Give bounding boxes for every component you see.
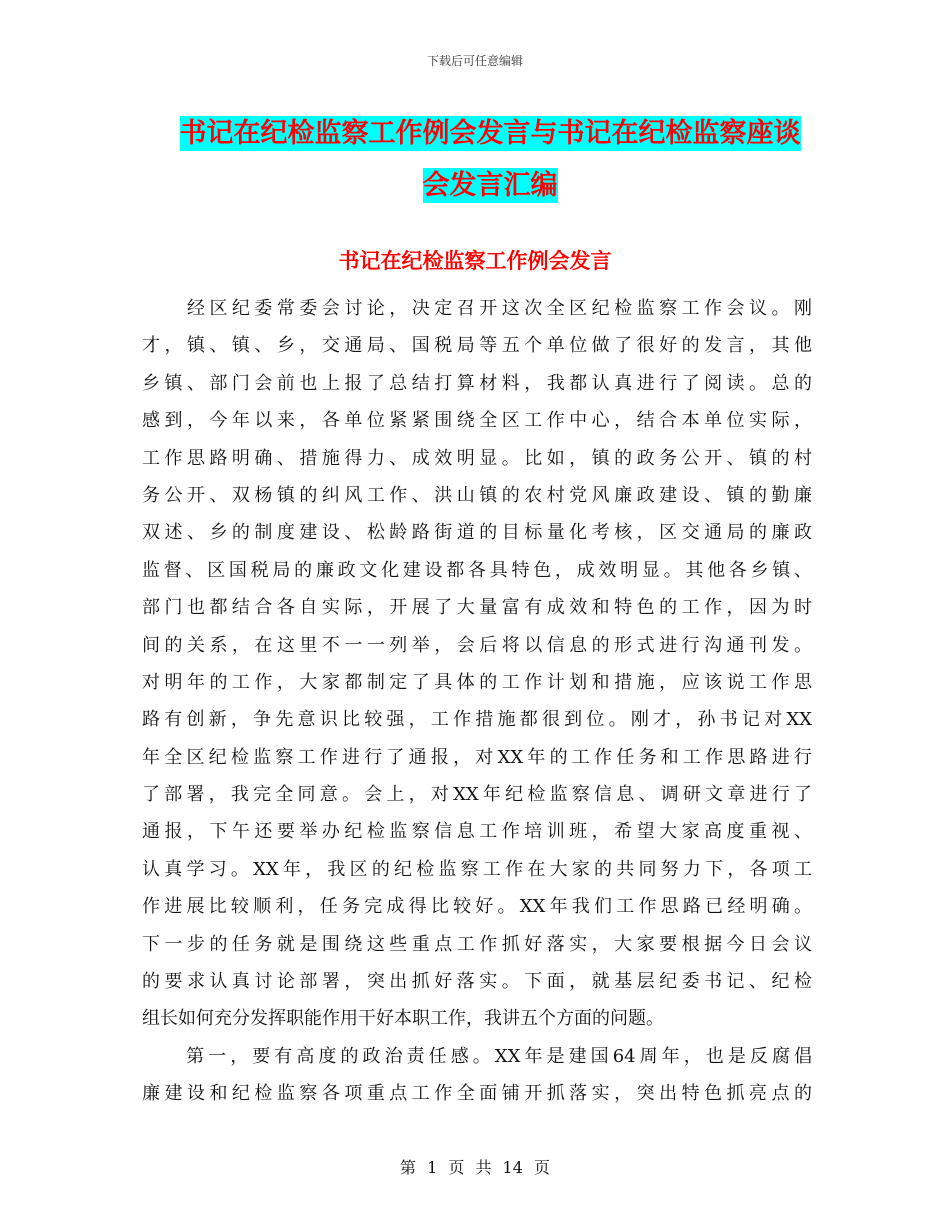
header-note: 下载后可任意编辑 <box>426 54 523 68</box>
body-line: 组长如何充分发挥职能作用干好本职工作，我讲五个方面的问题。 <box>142 1008 664 1030</box>
body-line: 感到，今年以来，各单位紧紧围绕全区工作中心，结合本单位实际， <box>142 410 812 432</box>
title-line-1: 书记在纪检监察工作例会发言与书记在纪检监察座谈 <box>179 118 801 149</box>
body-line: 了部署，我完全同意。会上，对XX年纪检监察信息、调研文章进行了 <box>142 784 812 806</box>
body-line: 间的关系，在这里不一一列举，会后将以信息的形式进行沟通刊发。 <box>142 634 812 656</box>
body-line: 经区纪委常委会讨论，决定召开这次全区纪检监察工作会议。刚 <box>142 298 812 319</box>
body-line: 部门也都结合各自实际，开展了大量富有成效和特色的工作，因为时 <box>142 597 812 619</box>
page-footer: 第 1 页 共 14 页 <box>400 1158 550 1177</box>
body-line: 通报，下午还要举办纪检监察信息工作培训班，希望大家高度重视、 <box>142 821 812 843</box>
body-line: 第一，要有高度的政治责任感。XX年是建国64周年，也是反腐倡 <box>142 1045 812 1067</box>
body-line: 廉建设和纪检监察各项重点工作全面铺开抓落实，突出特色抓亮点的 <box>142 1083 812 1105</box>
body-line: 认真学习。XX年，我区的纪检监察工作在大家的共同努力下，各项工 <box>142 858 812 880</box>
body-line: 才，镇、镇、乡，交通局、国税局等五个单位做了很好的发言，其他 <box>142 335 812 357</box>
body-line: 路有创新，争先意识比较强，工作措施都很到位。刚才，孙书记对XX <box>142 709 812 731</box>
body-line: 的要求认真讨论部署，突出抓好落实。下面，就基层纪委书记、纪检 <box>142 971 812 993</box>
body-line: 作进展比较顺利，任务完成得比较好。XX年我们工作思路已经明确。 <box>142 896 812 918</box>
body-line: 工作思路明确、措施得力、成效明显。比如，镇的政务公开、镇的村 <box>142 447 812 469</box>
document-title <box>150 108 830 212</box>
body-line: 乡镇、部门会前也上报了总结打算材料，我都认真进行了阅读。总的 <box>142 372 812 394</box>
body-text <box>142 290 812 1113</box>
section-title: 书记在纪检监察工作例会发言 <box>338 249 612 273</box>
body-line: 务公开、双杨镇的纠风工作、洪山镇的农村党风廉政建设、镇的勤廉 <box>142 484 812 506</box>
title-line-2: 会发言汇编 <box>422 170 558 201</box>
body-line: 对明年的工作，大家都制定了具体的工作计划和措施，应该说工作思 <box>142 671 812 693</box>
body-line: 双述、乡的制度建设、松龄路街道的目标量化考核，区交通局的廉政 <box>142 522 812 544</box>
body-line: 年全区纪检监察工作进行了通报，对XX年的工作任务和工作思路进行 <box>142 746 812 768</box>
body-line: 下一步的任务就是围绕这些重点工作抓好落实，大家要根据今日会议 <box>142 933 812 955</box>
body-line: 监督、区国税局的廉政文化建设都各具特色，成效明显。其他各乡镇、 <box>142 559 812 581</box>
